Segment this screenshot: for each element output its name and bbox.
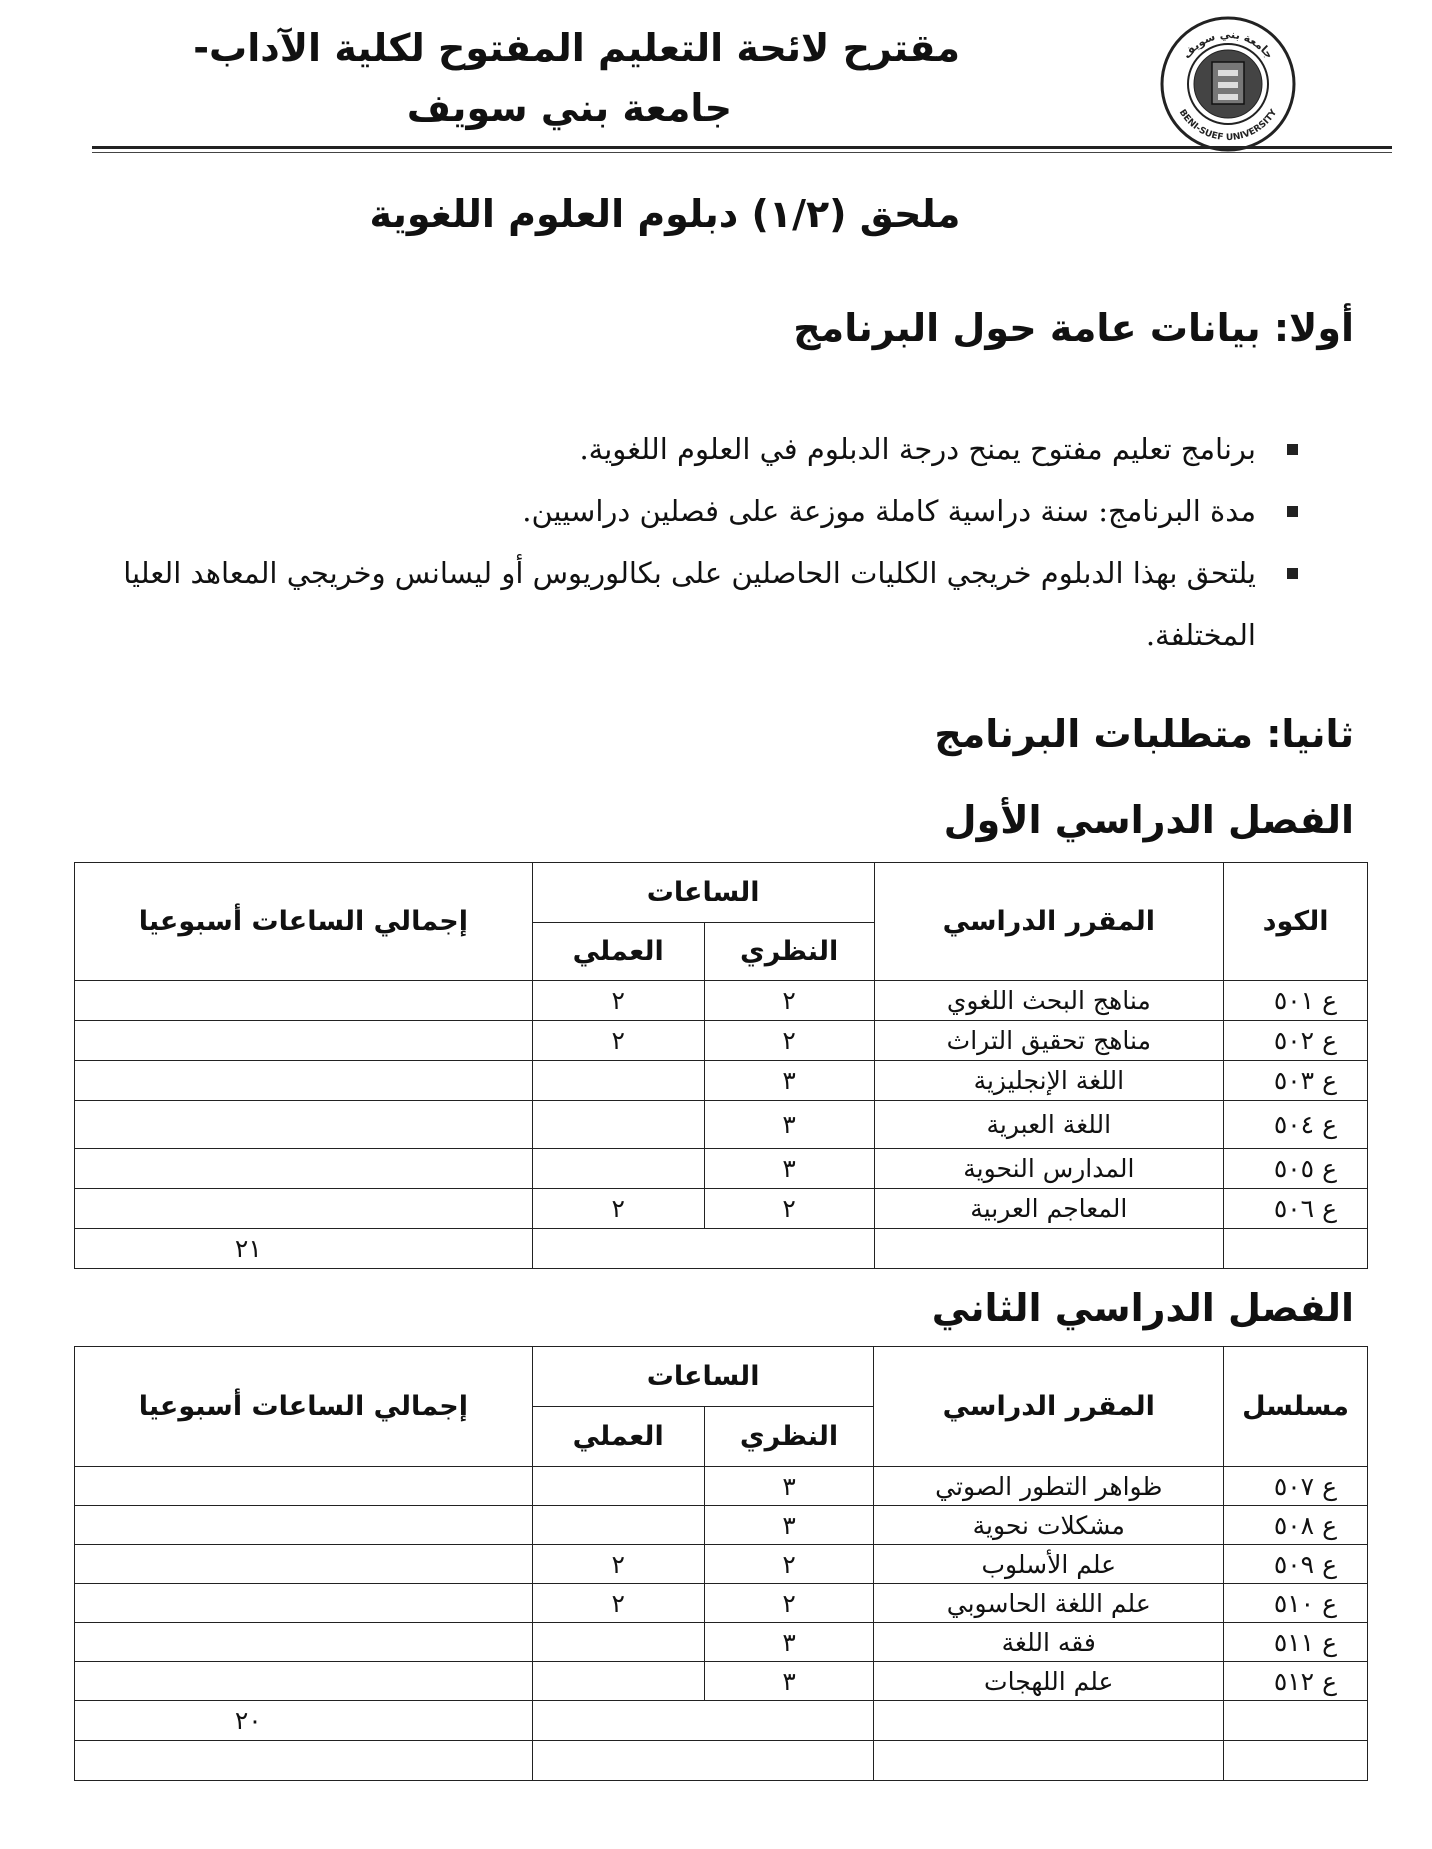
cell-practical [532,1061,704,1101]
table-row [75,1584,1368,1623]
col-header-total: إجمالي الساعات أسبوعيا [75,863,533,981]
cell-practical: ٢ [532,1189,704,1229]
cell-theory: ٣ [704,1101,874,1149]
col-header-code: الكود [1224,863,1368,981]
table-row [75,1101,1368,1149]
semester1-table [74,862,1368,1269]
cell-practical: ٢ [532,1545,704,1584]
header-title: مقترح لائحة التعليم المفتوح لكلية الآداب- [193,26,960,70]
cell-total [75,1506,533,1545]
table-row [75,1021,1368,1061]
annex-title: ملحق (١/٢) دبلوم العلوم اللغوية [369,192,961,236]
cell-practical [532,1149,704,1189]
table-row-total [75,1229,1368,1269]
cell-total [75,1149,533,1189]
cell-total [75,1189,533,1229]
cell-total [75,1623,533,1662]
cell-code: ع ٥٠٢ [1224,1021,1368,1061]
cell-total [75,1101,533,1149]
cell-course: المعاجم العربية [874,1189,1224,1229]
cell-code: ع ٥٠٥ [1224,1149,1368,1189]
cell-total [75,1662,533,1701]
cell-theory: ٣ [704,1662,874,1701]
semester2-heading: الفصل الدراسي الثاني [931,1286,1354,1330]
cell-total [75,981,533,1021]
table-row [75,1623,1368,1662]
col-header-total: إجمالي الساعات أسبوعيا [75,1347,533,1467]
cell-total [75,1021,533,1061]
col-header-hours: الساعات [532,863,874,923]
table-row [75,1149,1368,1189]
cell-practical [532,1623,704,1662]
table-row [75,1662,1368,1701]
cell-theory: ٣ [704,1623,874,1662]
table-row [75,1545,1368,1584]
col-header-course: المقرر الدراسي [874,1347,1224,1467]
col-header-hours: الساعات [532,1347,874,1407]
table-row [75,981,1368,1021]
cell-theory: ٢ [704,1545,874,1584]
semester1-heading: الفصل الدراسي الأول [943,798,1354,842]
col-header-theory: النظري [704,1407,874,1467]
header-divider [92,146,1392,149]
cell-code: ع ٥٠٨ [1224,1506,1368,1545]
table-row [75,1467,1368,1506]
list-item: برنامج تعليم مفتوح يمنح درجة الدبلوم في العلوم اللغوية. [102,418,1302,480]
cell-code: ع ٥٠٦ [1224,1189,1368,1229]
cell-course: فقه اللغة [874,1623,1224,1662]
cell-theory: ٢ [704,1021,874,1061]
cell-total [75,1584,533,1623]
cell-practical [532,1467,704,1506]
cell-theory: ٢ [704,1584,874,1623]
cell-theory: ٣ [704,1467,874,1506]
cell-code: ع ٥١١ [1224,1623,1368,1662]
cell-practical [532,1506,704,1545]
cell-course: مشكلات نحوية [874,1506,1224,1545]
list-item: يلتحق بهذا الدبلوم خريجي الكليات الحاصلين على بكالوريوس أو ليسانس وخريجي المعاهد العليا المختلفة. [102,542,1302,666]
cell-course: مناهج البحث اللغوي [874,981,1224,1021]
cell-course: اللغة العبرية [874,1101,1224,1149]
general-info-list [102,418,1302,666]
cell-total [75,1061,533,1101]
cell-theory: ٣ [704,1506,874,1545]
svg-text:جامعة بني سويف: جامعة بني سويف [1180,27,1276,62]
header-divider-thin [92,152,1392,153]
cell-course: المدارس النحوية [874,1149,1224,1189]
cell-course: مناهج تحقيق التراث [874,1021,1224,1061]
cell-practical [532,1101,704,1149]
col-header-code: مسلسل [1224,1347,1368,1467]
table-row [75,1189,1368,1229]
cell-course: علم الأسلوب [874,1545,1224,1584]
cell-total [75,1545,533,1584]
cell-code: ع ٥٠٩ [1224,1545,1368,1584]
cell-code: ع ٥١٠ [1224,1584,1368,1623]
table-row [75,1506,1368,1545]
cell-course: علم اللغة الحاسوبي [874,1584,1224,1623]
col-header-practical: العملي [532,1407,704,1467]
cell-code: ع ٥١٢ [1224,1662,1368,1701]
col-header-practical: العملي [532,923,704,981]
cell-code: ع ٥٠٣ [1224,1061,1368,1101]
cell-course: ظواهر التطور الصوتي [874,1467,1224,1506]
table-row-empty [75,1741,1368,1781]
cell-theory: ٢ [704,981,874,1021]
cell-practical: ٢ [532,1584,704,1623]
cell-code: ع ٥٠٤ [1224,1101,1368,1149]
cell-total-value: ٢١ [75,1229,533,1269]
cell-code: ع ٥٠١ [1224,981,1368,1021]
cell-course: اللغة الإنجليزية [874,1061,1224,1101]
col-header-theory: النظري [704,923,874,981]
cell-course: علم اللهجات [874,1662,1224,1701]
cell-total-value: ٢٠ [75,1701,533,1741]
cell-theory: ٣ [704,1149,874,1189]
cell-code: ع ٥٠٧ [1224,1467,1368,1506]
university-seal-logo [1158,14,1298,154]
table-row [75,1061,1368,1101]
svg-text:BENI-SUEF UNIVERSITY: BENI-SUEF UNIVERSITY [1176,107,1280,144]
cell-practical [532,1662,704,1701]
cell-theory: ٣ [704,1061,874,1101]
cell-total [75,1467,533,1506]
col-header-course: المقرر الدراسي [874,863,1224,981]
cell-practical: ٢ [532,1021,704,1061]
semester2-table [74,1346,1368,1781]
table-row-total [75,1701,1368,1741]
cell-practical: ٢ [532,981,704,1021]
header-subtitle: جامعة بني سويف [406,86,732,130]
section-general-heading: أولا: بيانات عامة حول البرنامج [793,306,1354,350]
section-requirements-heading: ثانيا: متطلبات البرنامج [934,712,1354,756]
list-item: مدة البرنامج: سنة دراسية كاملة موزعة على فصلين دراسيين. [102,480,1302,542]
cell-theory: ٢ [704,1189,874,1229]
